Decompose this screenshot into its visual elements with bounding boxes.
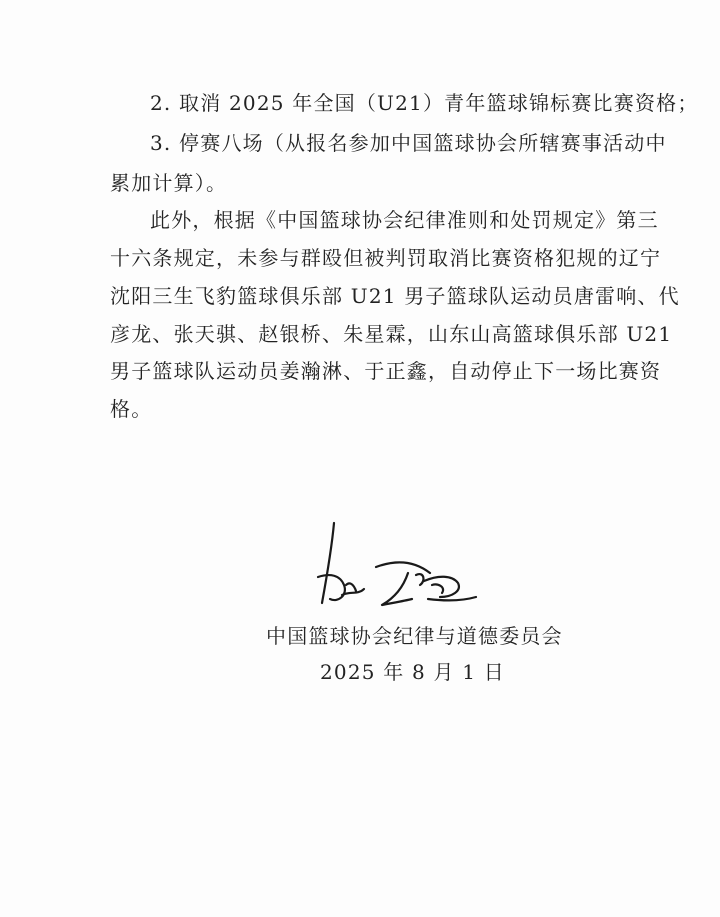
paragraph-line: 十六条规定，未参与群殴但被判罚取消比赛资格犯规的辽宁 — [110, 246, 662, 270]
committee-name: 中国篮球协会纪律与道德委员会 — [266, 624, 563, 648]
paragraph-line: 沈阳三生飞豹篮球俱乐部 U21 男子篮球队运动员唐雷响、代 — [110, 284, 680, 308]
paragraph-line: 彦龙、张天骐、赵银桥、朱星霖，山东山高篮球俱乐部 U21 — [110, 322, 673, 346]
paragraph-line: 男子篮球队运动员姜瀚淋、于正鑫，自动停止下一场比赛资 — [110, 359, 662, 383]
document-date: 2025 年 8 月 1 日 — [320, 660, 505, 684]
paragraph-line: 此外，根据《中国篮球协会纪律准则和处罚规定》第三 — [150, 208, 659, 232]
paragraph-line: 格。 — [110, 397, 153, 421]
paragraph-line: 累加计算）。 — [110, 171, 228, 195]
paragraph-line: 3. 停赛八场（从报名参加中国篮球协会所辖赛事活动中 — [150, 131, 667, 155]
paragraph-line: 2. 取消 2025 年全国（U21）青年篮球锦标赛比赛资格； — [150, 91, 699, 115]
signature-image — [312, 515, 482, 615]
